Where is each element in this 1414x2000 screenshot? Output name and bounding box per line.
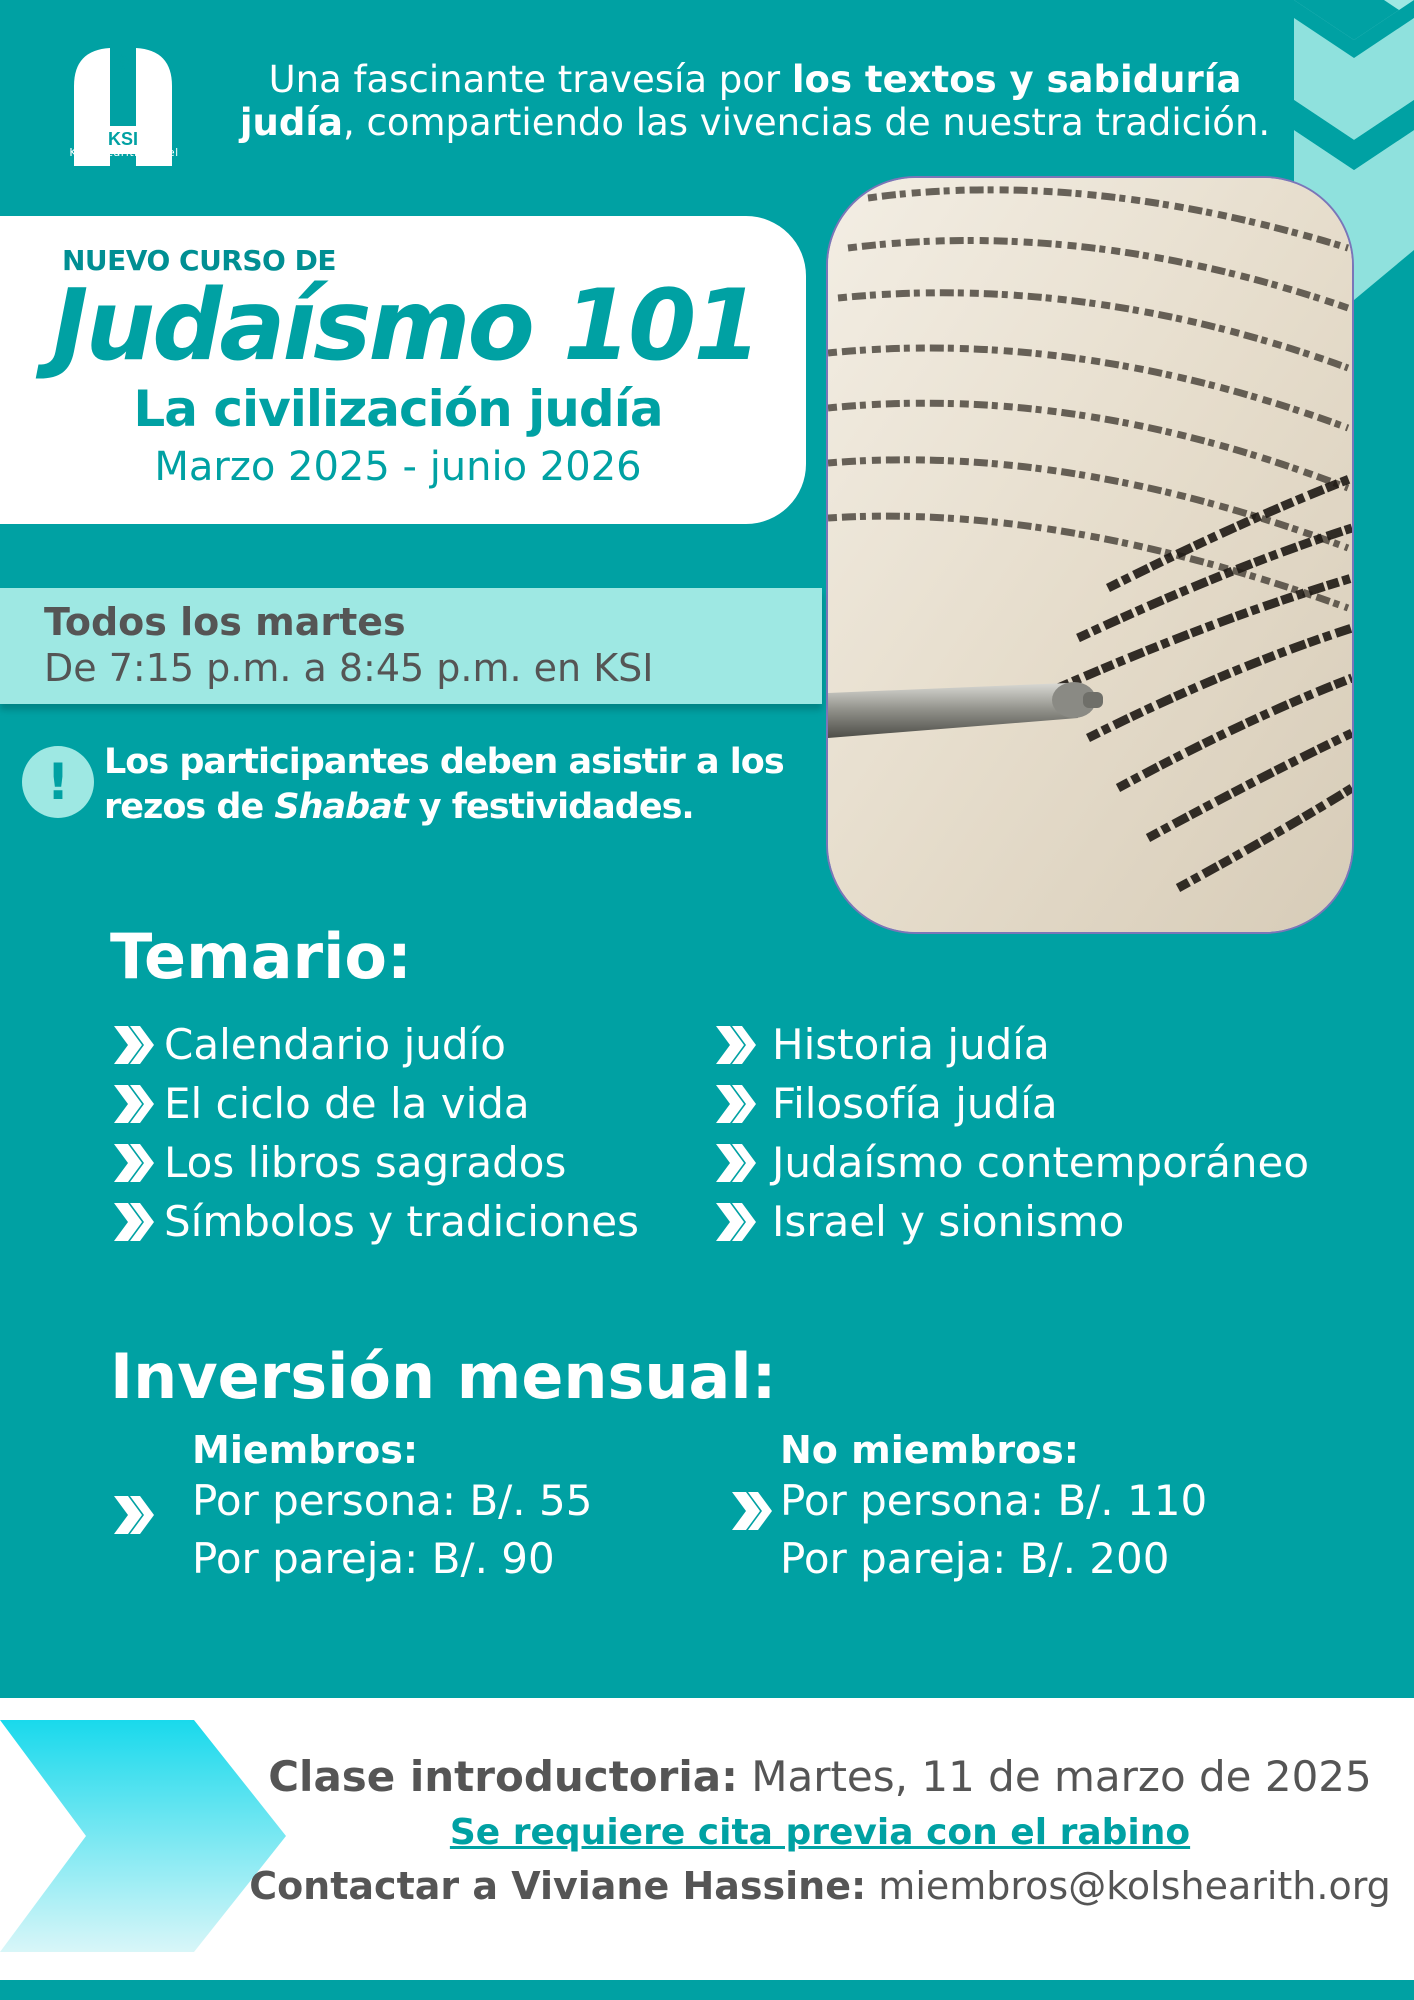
attendance-notice: Los participantes deben asistir a los rezos de Shabat y festividades.: [104, 742, 784, 827]
torah-scroll-photo: [826, 176, 1354, 934]
non-members-pricing: [780, 1428, 1207, 1588]
chevron-right-icon: [712, 1199, 758, 1245]
appointment-link[interactable]: Se requiere cita previa con el rabino: [449, 1812, 1191, 1853]
course-kicker: NUEVO CURSO DE: [62, 244, 336, 277]
intro-class: Clase introductoria: Martes, 11 de marzo de 2025: [268, 1752, 1372, 1801]
svg-text:KSI: KSI: [107, 129, 139, 149]
investment-heading: Inversión mensual:: [110, 1340, 777, 1413]
chevron-right-icon: [712, 1022, 758, 1068]
logo-subtitle: Kol Shearith Israel: [69, 146, 179, 159]
chevron-right-icon: [110, 1199, 156, 1245]
non-members-couple-price: Por pareja: B/. 200: [780, 1534, 1170, 1583]
non-members-person-price: Por persona: B/. 110: [780, 1476, 1208, 1525]
schedule-time: De 7:15 p.m. a 8:45 p.m. en KSI: [44, 646, 654, 690]
schedule-heading: Todos los martes: [44, 600, 406, 644]
contact-line: Contactar a Viviane Hassine: miembros@kolshearith.org: [249, 1864, 1391, 1908]
chevron-right-icon: [110, 1140, 156, 1186]
members-couple-price: Por pareja: B/. 90: [192, 1534, 555, 1583]
members-person-price: Por persona: B/. 55: [192, 1476, 593, 1525]
footer-bar: [0, 1980, 1414, 2000]
members-pricing: [192, 1428, 592, 1588]
chevron-right-icon: [712, 1140, 758, 1186]
chevron-right-icon: [728, 1488, 774, 1534]
tagline: Una fascinante travesía por los textos y sabiduría judía, compartiendo las vivencias de nuestra tradición.: [239, 58, 1271, 144]
members-heading: Miembros:: [192, 1428, 419, 1472]
chevron-right-icon: [110, 1492, 156, 1538]
course-title: Judaísmo 101: [52, 269, 759, 383]
contact-email[interactable]: miembros@kolshearith.org: [866, 1864, 1391, 1908]
exclamation-icon: !: [22, 746, 94, 818]
course-subtitle: La civilización judía: [133, 380, 663, 438]
chevron-right-icon: [712, 1081, 758, 1127]
non-members-heading: No miembros:: [780, 1428, 1079, 1472]
syllabus-heading: Temario:: [110, 920, 412, 993]
course-dates: Marzo 2025 - junio 2026: [154, 444, 642, 490]
chevron-right-icon: [110, 1022, 156, 1068]
chevron-right-icon: [110, 1081, 156, 1127]
